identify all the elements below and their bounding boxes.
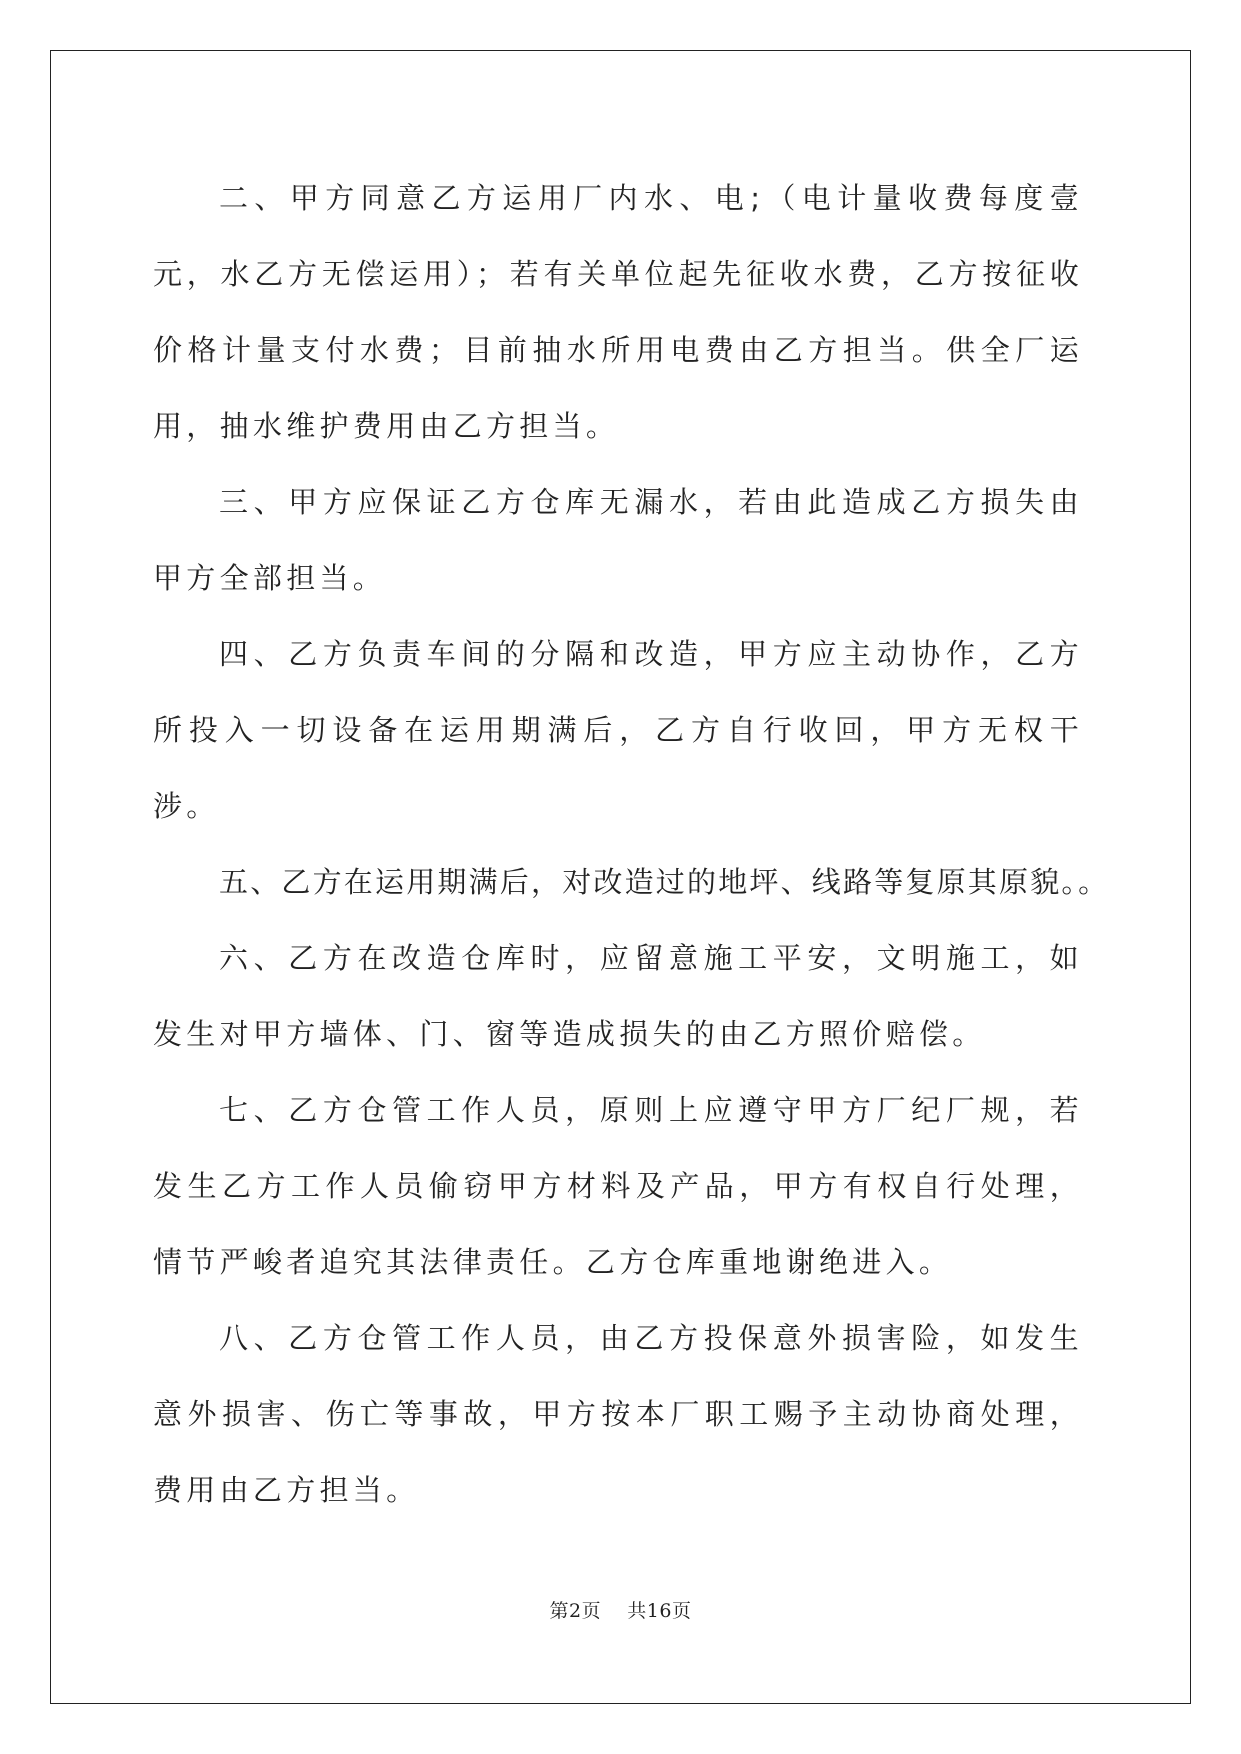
paragraph-3: 三、甲方应保证乙方仓库无漏水，若由此造成乙方损失由甲方全部担当。 [153, 485, 1083, 595]
paragraph-7: 七、乙方仓管工作人员，原则上应遵守甲方厂纪厂规，若发生乙方工作人员偷窃甲方材料及产品，甲方有权自行处理，情节严峻者追究其法律责任。乙方仓库重地谢绝进入。 [153, 1093, 1083, 1279]
paragraph-8: 八、乙方仓管工作人员，由乙方投保意外损害险，如发生意外损害、伤亡等事故，甲方按本厂职工赐予主动协商处理，费用由乙方担当。 [153, 1321, 1083, 1507]
paragraph-6: 六、乙方在改造仓库时，应留意施工平安，文明施工，如发生对甲方墙体、门、窗等造成损失的由乙方照价赔偿。 [153, 941, 1083, 1051]
paragraph-2: 二、甲方同意乙方运用厂内水、电;（电计量收费每度壹元，水乙方无偿运用）；若有关单位起先征收水费，乙方按征收价格计量支付水费；目前抽水所用电费由乙方担当。供全厂运用，抽水维护费用由乙方担当。 [153, 181, 1083, 443]
page-number: 第2页 [549, 1600, 602, 1622]
document-body [153, 160, 1110, 1528]
page-footer [0, 1596, 1241, 1623]
paragraph-5: 五、乙方在运用期满后，对改造过的地坪、线路等复原其原貌。。 [219, 865, 1110, 899]
page-total: 共16页 [627, 1600, 692, 1622]
paragraph-4: 四、乙方负责车间的分隔和改造，甲方应主动协作，乙方所投入一切设备在运用期满后，乙方自行收回，甲方无权干涉。 [153, 637, 1083, 823]
